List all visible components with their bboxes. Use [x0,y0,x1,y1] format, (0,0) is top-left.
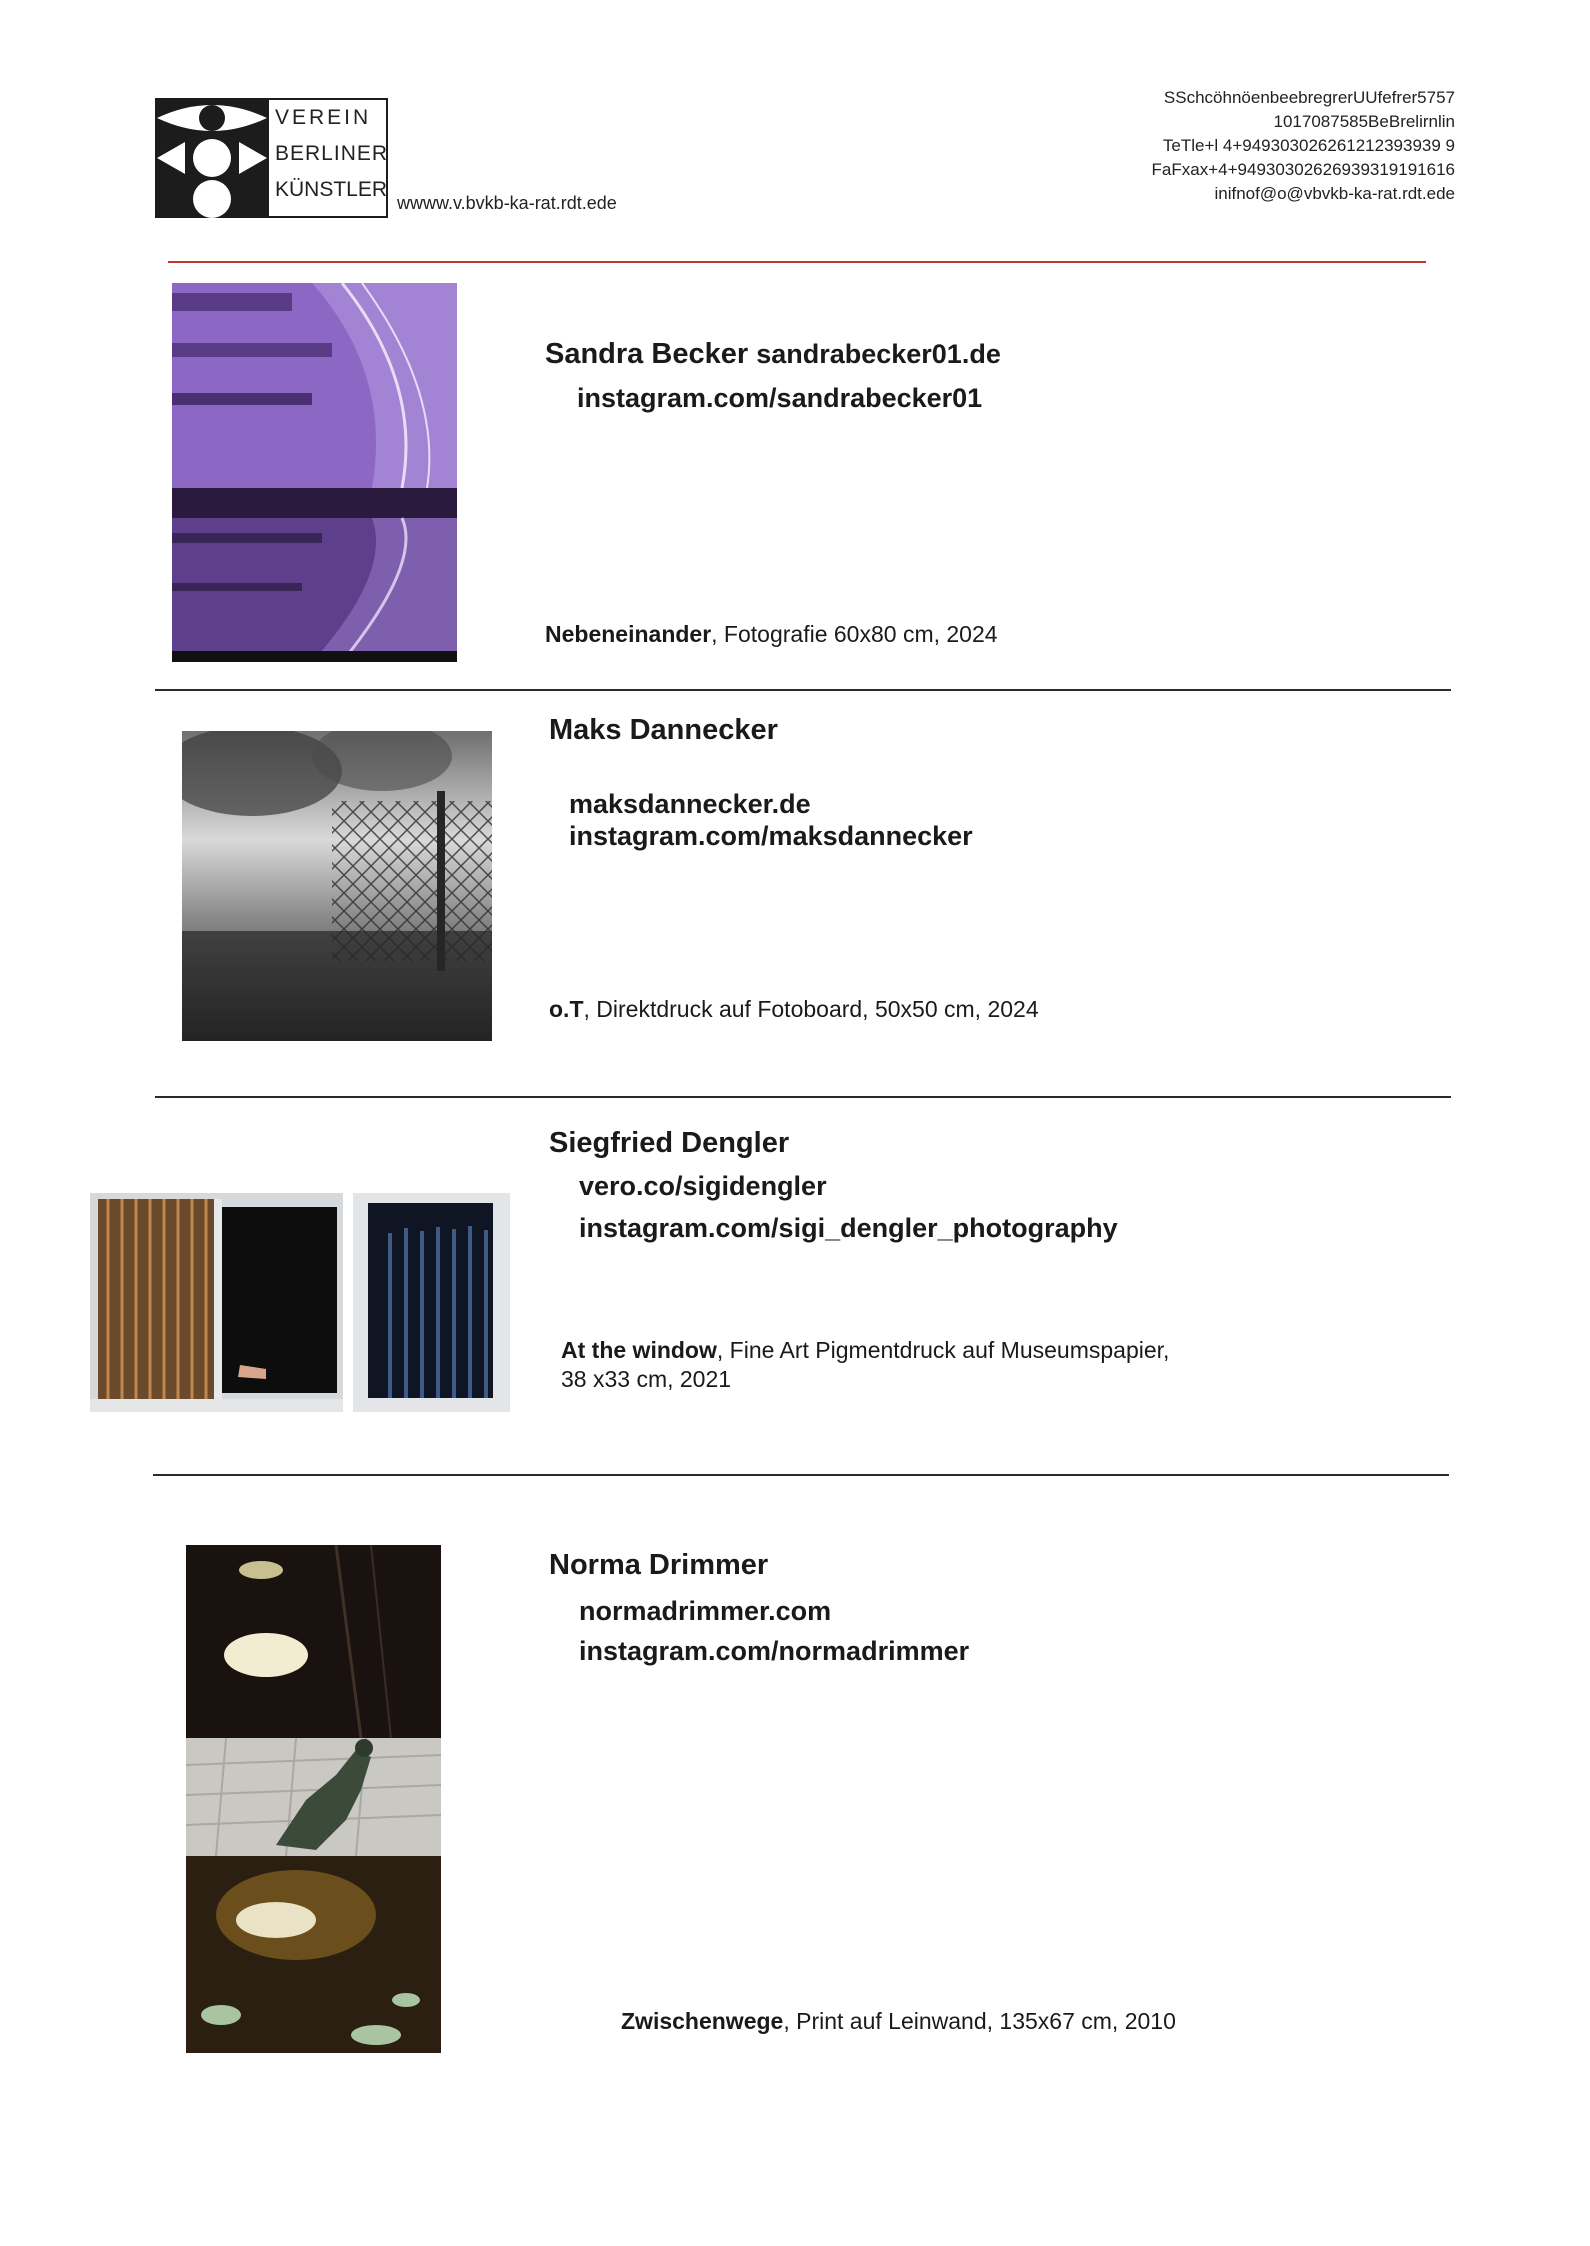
artwork-title: o.T [549,996,584,1022]
artwork-details-line-2: 38 x33 cm, 2021 [561,1366,732,1392]
logo-eye-icon [155,98,269,218]
artwork-caption [545,620,998,649]
artist-name-maks-dannecker: Maks Dannecker [549,714,778,746]
entry-divider [155,689,1451,691]
artwork-image-nebeneinander [172,283,457,662]
phone-number: TeTle+l 4+949303026261212393939 9 [1162,136,1455,155]
artist-name-norma-drimmer: Norma Drimmer [549,1549,769,1581]
artwork-image-at-the-window [90,1193,510,1412]
header-contact-block [1152,86,1455,206]
artist-instagram-link[interactable]: instagram.com/maksdannecker [569,821,973,851]
artwork-caption [621,2007,1176,2036]
logo-line-verein: VEREIN [275,106,372,129]
artwork-image-zwischenwege [186,1545,441,2053]
header-website-link[interactable]: wwww.v.bvkb-ka-rat.rdt.ede [397,193,617,213]
email-address[interactable]: inifnof@o@vbvkb-ka-rat.rdt.ede [1214,184,1455,203]
artwork-details: , Print auf Leinwand, 135x67 cm, 2010 [783,2008,1176,2034]
artist-instagram-link[interactable]: instagram.com/sigi_dengler_photography [579,1213,1118,1243]
artwork-details: , Direktdruck auf Fotoboard, 50x50 cm, 2024 [583,996,1039,1022]
logo-wordmark [269,98,388,218]
artist-website-link[interactable]: maksdannecker.de [569,789,811,819]
artist-website-link[interactable]: sandrabecker01.de [756,339,1001,369]
fax-number: FaFxax+4+94930302626939319191616 [1151,160,1455,179]
artwork-caption [561,1336,1169,1394]
artist-name: Sandra Becker [545,338,749,370]
logo-mark [155,98,269,218]
artwork-details: , Fine Art Pigmentdruck auf Museumspapier, [716,1337,1170,1363]
artist-name-sandra-becker [545,338,1001,371]
logo-line-berliner: BERLINER [275,142,389,165]
address-street: SSchcöhnöenbeebregrerUUfefrer5757 [1163,88,1455,107]
artwork-caption [549,995,1039,1024]
artwork-title: Zwischenwege [621,2008,784,2034]
header-divider [168,261,1426,263]
artist-name-siegfried-dengler: Siegfried Dengler [549,1127,790,1159]
artwork-details: , Fotografie 60x80 cm, 2024 [711,621,998,647]
vbk-logo [155,98,388,218]
artist-website-link[interactable]: normadrimmer.com [579,1596,832,1626]
artwork-title: Nebeneinander [545,621,712,647]
artwork-title: At the window [561,1337,717,1363]
artist-instagram-link[interactable]: instagram.com/sandrabecker01 [577,383,983,413]
entry-divider [153,1474,1449,1476]
entry-divider [155,1096,1451,1098]
artist-website-link[interactable]: vero.co/sigidengler [579,1171,827,1201]
artist-instagram-link[interactable]: instagram.com/normadrimmer [579,1636,970,1666]
artwork-image-ot [182,731,492,1041]
logo-line-kuenstler: KÜNSTLER [275,178,388,201]
address-city: 1017087585BeBrelirnlin [1273,112,1455,131]
